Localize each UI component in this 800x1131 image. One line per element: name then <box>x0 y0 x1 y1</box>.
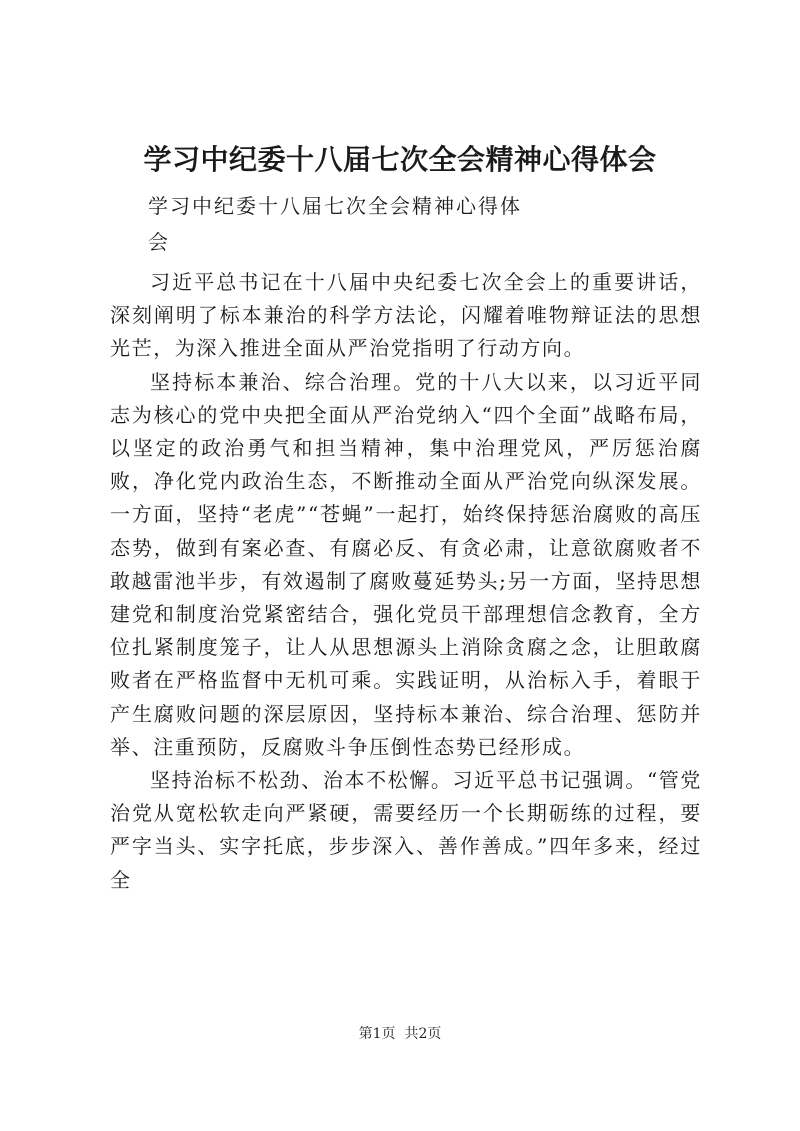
page-title: 学习中纪委十八届七次全会精神心得体会 <box>143 143 657 176</box>
paragraph-1: 习近平总书记在十八届中央纪委七次全会上的重要讲话，深刻阐明了标本兼治的科学方法论，闪耀着唯物辩证法的思想光芒，为深入推进全面从严治党指明了行动方向。 <box>110 270 702 361</box>
document-body <box>110 266 702 897</box>
paragraph-2: 坚持标本兼治、综合治理。党的十八大以来，以习近平同志为核心的党中央把全面从严治党纳入“四个全面”战略布局，以坚定的政治勇气和担当精神，集中治理党风，严厉惩治腐败，净化党内政治生态，不断推动全面从严治党向纵深发展。一方面，坚持“老虎”“苍蝇”一起打，始终保持惩治腐败的高压态势，做到有案必查、有腐必反、有贪必肃，让意欲腐败者不敢越雷池半步，有效遏制了腐败蔓延势头;另一方面，坚持思想建党和制度治党紧密结合，强化党员干部理想信念教育，全方位扎紧制度笼子，让人从思想源头上消除贪腐之念，让胆敢腐败者在严格监督中无机可乘。实践证明，从治标入手，着眼于产生腐败问题的深层原因，坚持标本兼治、综合治理、惩防并举、注重预防，反腐败斗争压倒性态势已经形成。 <box>110 369 702 759</box>
page-number: 第1页 共2页 <box>358 1026 442 1042</box>
subtitle-line-2: 会 <box>148 230 170 254</box>
subtitle <box>148 188 688 260</box>
paragraph-3: 坚持治标不松劲、治本不松懈。习近平总书记强调。“管党治党从宽松软走向严紧硬，需要经历一个长期砺练的过程，要严字当头、实字托底，步步深入、善作善成。”四年多来，经过全 <box>110 768 702 892</box>
subtitle-line-1: 学习中纪委十八届七次全会精神心得体 <box>148 194 522 218</box>
page-footer <box>0 1024 800 1044</box>
